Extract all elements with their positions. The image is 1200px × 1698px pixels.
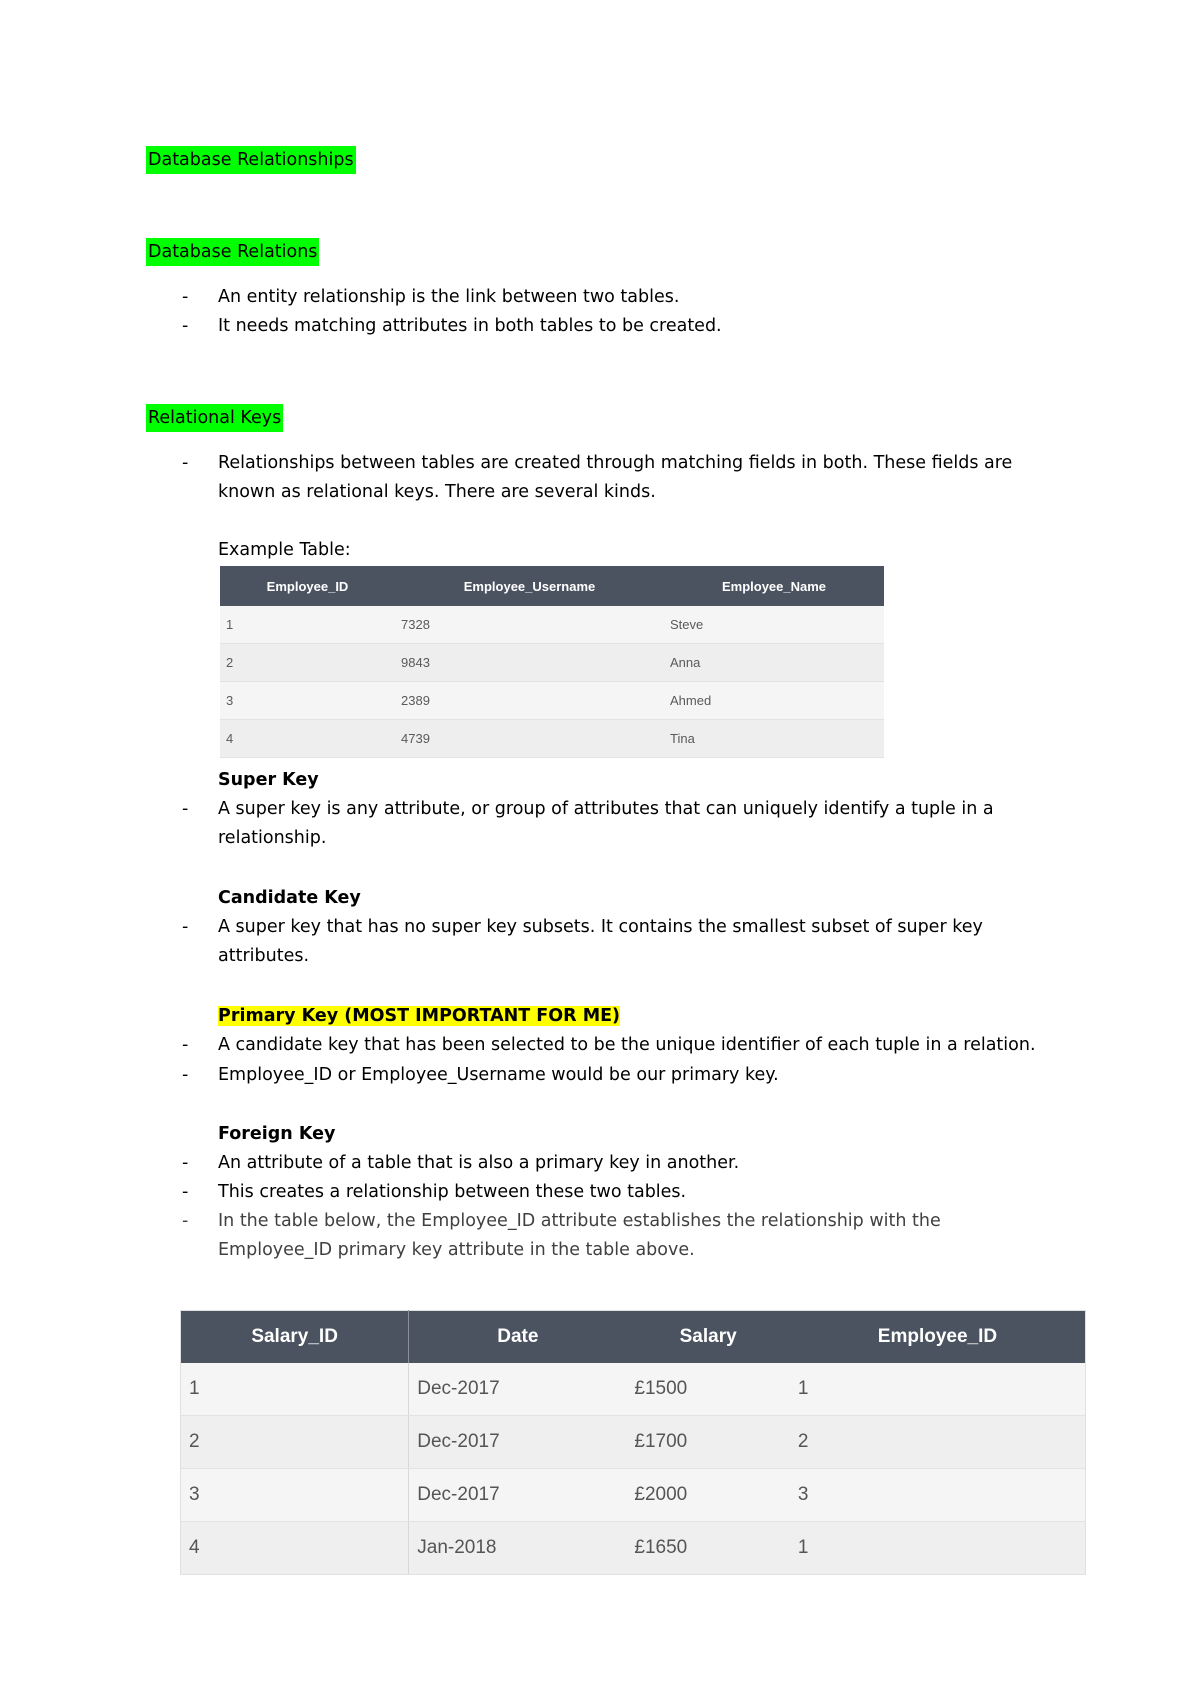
table-cell: 4739 <box>395 720 664 758</box>
table-header-row <box>181 1311 1086 1364</box>
bullet-item <box>182 1061 1062 1090</box>
table-cell: Dec-2017 <box>409 1363 627 1416</box>
column-header: Salary <box>626 1311 789 1364</box>
column-header: Employee_ID <box>790 1311 1086 1364</box>
table-cell: 3 <box>790 1469 1086 1522</box>
table-cell: Dec-2017 <box>409 1416 627 1469</box>
column-header: Employee_Username <box>395 566 664 606</box>
bullet-item <box>182 1149 1062 1178</box>
bullet-text: A super key that has no super key subsets. It contains the smallest subset of super key attributes. <box>218 917 983 966</box>
heading-database-relations: Database Relations <box>146 238 319 266</box>
bullet-text: In the table below, the Employee_ID attribute establishes the relationship with the Employee_ID primary key attribute in the table above. <box>218 1211 941 1260</box>
bullet-dash: - <box>182 453 189 473</box>
table-row <box>181 1469 1086 1522</box>
bullet-text: An entity relationship is the link between two tables. <box>218 287 680 307</box>
salary-table <box>180 1310 1086 1575</box>
column-header: Date <box>409 1311 627 1364</box>
table-row <box>220 606 884 644</box>
bullet-text: It needs matching attributes in both tables to be created. <box>218 316 722 336</box>
table-cell: £1700 <box>626 1416 789 1469</box>
table-row <box>181 1416 1086 1469</box>
bullet-text: A candidate key that has been selected to be the unique identifier of each tuple in a relation. <box>218 1035 1036 1055</box>
table-cell: 2389 <box>395 682 664 720</box>
bullet-dash: - <box>182 316 189 336</box>
table-cell: Dec-2017 <box>409 1469 627 1522</box>
column-header: Employee_Name <box>664 566 884 606</box>
bullet-item <box>182 913 1062 971</box>
table-cell: 1 <box>790 1522 1086 1575</box>
column-header: Employee_ID <box>220 566 395 606</box>
table-cell: Steve <box>664 606 884 644</box>
table-cell: £2000 <box>626 1469 789 1522</box>
bullet-item <box>182 1178 1062 1207</box>
table-row <box>181 1522 1086 1575</box>
table-row <box>220 682 884 720</box>
heading-relational-keys: Relational Keys <box>146 404 283 432</box>
table-cell: Tina <box>664 720 884 758</box>
table-cell: 1 <box>790 1363 1086 1416</box>
bullet-text: An attribute of a table that is also a primary key in another. <box>218 1153 740 1173</box>
bullet-dash: - <box>182 799 189 819</box>
table-cell: 7328 <box>395 606 664 644</box>
table-cell: £1650 <box>626 1522 789 1575</box>
bullet-item <box>182 449 1062 507</box>
bullet-dash: - <box>182 1153 189 1173</box>
bullet-dash: - <box>182 917 189 937</box>
bullet-dash: - <box>182 1065 189 1085</box>
document-title: Database Relationships <box>146 146 356 174</box>
bullet-item <box>182 312 1062 341</box>
primary-key-title <box>218 1002 620 1031</box>
table-header-row <box>220 566 884 606</box>
column-header: Salary_ID <box>181 1311 409 1364</box>
table-cell: 3 <box>220 682 395 720</box>
bullet-item <box>182 1207 1062 1265</box>
table-cell: Jan-2018 <box>409 1522 627 1575</box>
table-cell: 4 <box>220 720 395 758</box>
primary-key-highlight: Primary Key (MOST IMPORTANT FOR ME) <box>218 1006 621 1026</box>
bullet-dash: - <box>182 1182 189 1202</box>
table-cell: Anna <box>664 644 884 682</box>
table-cell: 2 <box>220 644 395 682</box>
table-cell: 1 <box>181 1363 409 1416</box>
bullet-dash: - <box>182 1035 189 1055</box>
table-cell: Ahmed <box>664 682 884 720</box>
super-key-title: Super Key <box>218 770 319 790</box>
table-cell: 2 <box>181 1416 409 1469</box>
bullet-dash: - <box>182 1211 189 1231</box>
bullet-item <box>182 1031 1062 1060</box>
table-cell: 9843 <box>395 644 664 682</box>
bullet-item <box>182 795 1062 853</box>
foreign-key-title: Foreign Key <box>218 1124 336 1144</box>
table-cell: 4 <box>181 1522 409 1575</box>
table-cell: £1500 <box>626 1363 789 1416</box>
bullet-text: Relationships between tables are created through matching fields in both. These fields are known as relational keys. There are several kinds. <box>218 453 1013 502</box>
bullet-text: Employee_ID or Employee_Username would be our primary key. <box>218 1065 779 1085</box>
table-cell: 1 <box>220 606 395 644</box>
example-table-label: Example Table: <box>218 540 351 560</box>
bullet-text: This creates a relationship between these two tables. <box>218 1182 687 1202</box>
bullet-text: A super key is any attribute, or group of attributes that can uniquely identify a tuple in a relationship. <box>218 799 994 848</box>
table-row <box>220 720 884 758</box>
table-cell: 3 <box>181 1469 409 1522</box>
table-row <box>181 1363 1086 1416</box>
candidate-key-title: Candidate Key <box>218 888 361 908</box>
bullet-dash: - <box>182 287 189 307</box>
employee-table <box>220 566 884 758</box>
table-row <box>220 644 884 682</box>
table-cell: 2 <box>790 1416 1086 1469</box>
bullet-item <box>182 283 1062 312</box>
